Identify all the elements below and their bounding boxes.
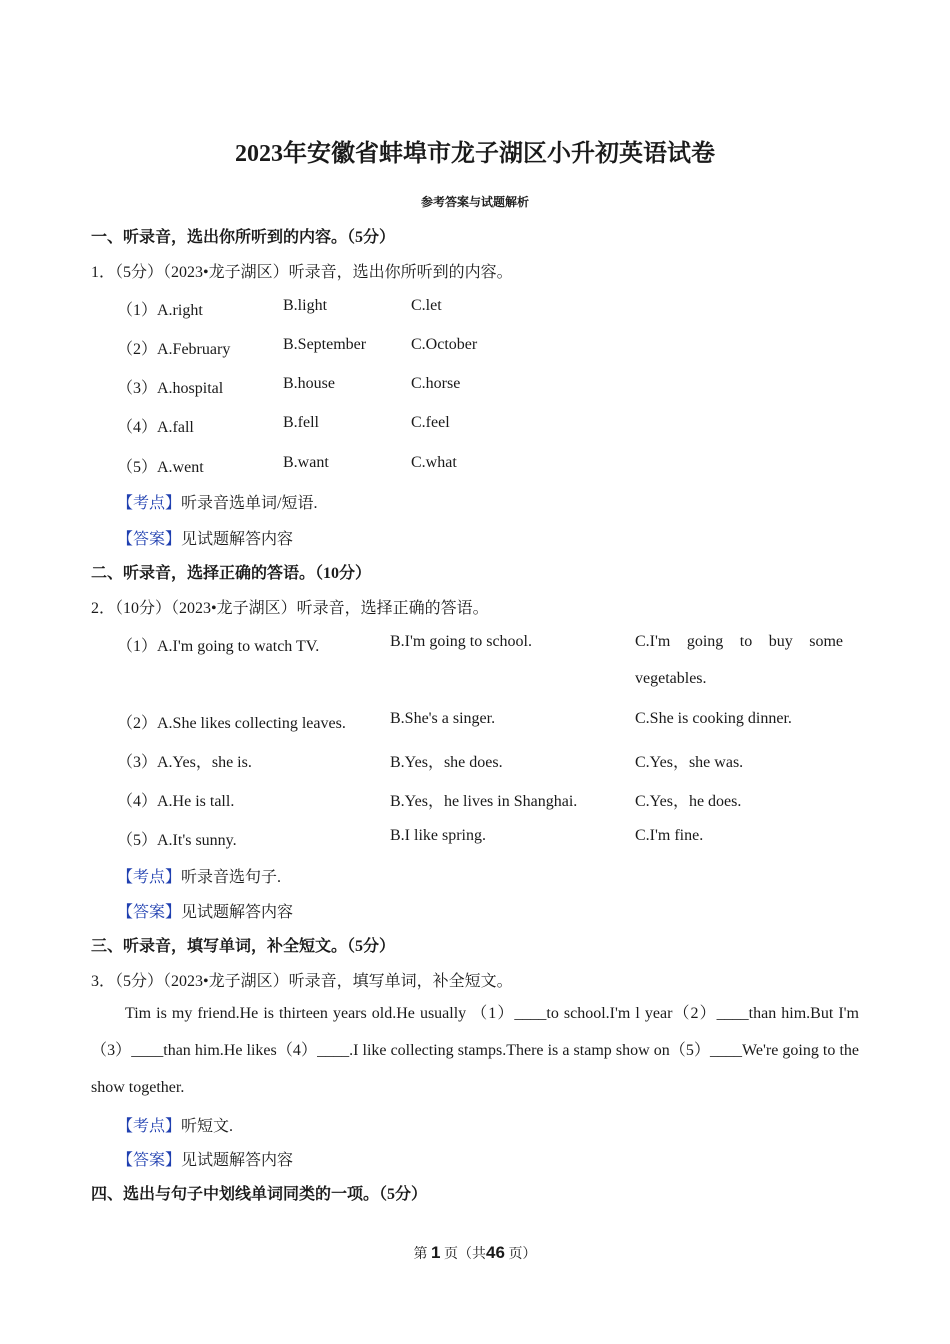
document-title: 2023年安徽省蚌埠市龙子湖区小升初英语试卷: [235, 141, 715, 167]
option-q1-5b: B.want: [283, 454, 329, 471]
option-q2-4a: （4）A.He is tall.: [117, 793, 235, 810]
footer-suffix: 页）: [508, 1247, 537, 1262]
option-q2-4c: C.Yes，he does.: [635, 793, 742, 810]
option-q1-1b: B.light: [283, 297, 328, 314]
option-q1-4c: C.feel: [411, 414, 450, 431]
option-q2-3a: （3）A.Yes，she is.: [117, 754, 252, 771]
answer-tag: 【答案】: [117, 531, 182, 548]
kaodian-2: [117, 864, 281, 887]
option-q2-2b: B.She's a singer.: [390, 710, 496, 727]
option-q2-5a: （5）A.It's sunny.: [117, 832, 237, 849]
kaodian-tag: 【考点】: [117, 495, 182, 512]
footer-prefix: 第: [413, 1247, 428, 1262]
kaodian-tag: 【考点】: [117, 869, 182, 886]
option-q1-4a: （4）A.fall: [117, 419, 194, 436]
section-heading-4: 四、选出与句子中划线单词同类的一项。（5分）: [91, 1186, 428, 1203]
passage: Tim is my friend.He is thirteen years old.He usually （1）____to school.I'm l year（2）____than him.But I'm （3）____than him.He likes（4）____.I like collecting stamps.There is a stamp show on（5）____We're going to the show together.: [91, 1005, 859, 1096]
question-2: 2．（10分）（2023•龙子湖区）听录音，选择正确的答语。: [91, 600, 489, 617]
option-q2-3b: B.Yes，she does.: [390, 754, 503, 771]
option-q1-2c: C.October: [411, 336, 478, 353]
question-1: 1．（5分）（2023•龙子湖区）听录音，选出你所听到的内容。: [91, 264, 513, 281]
option-q2-3c: C.Yes，she was.: [635, 754, 744, 771]
question-3: 3．（5分）（2023•龙子湖区）听录音，填写单词，补全短文。: [91, 973, 513, 990]
answer-3: [117, 1147, 293, 1170]
option-q2-2a: （2）A.She likes collecting leaves.: [117, 715, 346, 732]
option-q2-2c: C.She is cooking dinner.: [635, 710, 792, 727]
answer-text: 见试题解答内容: [181, 1152, 294, 1169]
option-q1-3a: （3）A.hospital: [117, 380, 224, 397]
option-q2-1c: C.I'm going to buy some: [635, 633, 843, 650]
answer-tag: 【答案】: [117, 904, 182, 921]
answer-text: 见试题解答内容: [181, 904, 294, 921]
option-q2-5c: C.I'm fine.: [635, 827, 704, 844]
option-q2-5b: B.I like spring.: [390, 827, 486, 844]
kaodian-text: 听录音选句子.: [181, 869, 282, 886]
footer-middle: 页（共: [444, 1247, 487, 1262]
option-q1-4b: B.fell: [283, 414, 319, 431]
kaodian-1: [117, 490, 317, 513]
option-q1-2a: （2）A.February: [117, 341, 231, 358]
option-q1-3b: B.house: [283, 375, 335, 392]
answer-1: [117, 526, 293, 549]
option-q1-3c: C.horse: [411, 375, 461, 392]
option-q2-1c-cont: vegetables.: [635, 670, 707, 687]
page-footer: [0, 1243, 950, 1263]
option-q1-2b: B.September: [283, 336, 367, 353]
footer-page-number: 1: [431, 1243, 441, 1262]
kaodian-tag: 【考点】: [117, 1118, 182, 1135]
document-subtitle: 参考答案与试题解析: [420, 195, 529, 209]
option-q1-1a: （1）A.right: [117, 302, 203, 319]
answer-text: 见试题解答内容: [181, 531, 294, 548]
option-q1-5a: （5）A.went: [117, 459, 204, 476]
option-q2-1a: （1）A.I'm going to watch TV.: [117, 638, 320, 655]
section-heading-1: 一、听录音，选出你所听到的内容。（5分）: [91, 229, 396, 246]
option-q2-1b: B.I'm going to school.: [390, 633, 532, 650]
option-q1-1c: C.let: [411, 297, 442, 314]
footer-total-pages: 46: [486, 1243, 505, 1262]
section-heading-2: 二、听录音，选择正确的答语。（10分）: [91, 565, 372, 582]
answer-tag: 【答案】: [117, 1152, 182, 1169]
kaodian-text: 听录音选单词/短语.: [181, 495, 318, 512]
section-heading-3: 三、听录音，填写单词，补全短文。（5分）: [91, 938, 396, 955]
kaodian-3: [117, 1113, 233, 1136]
option-q2-4b: B.Yes，he lives in Shanghai.: [390, 793, 578, 810]
answer-2: [117, 899, 293, 922]
kaodian-text: 听短文.: [181, 1118, 234, 1135]
option-q1-5c: C.what: [411, 454, 457, 471]
